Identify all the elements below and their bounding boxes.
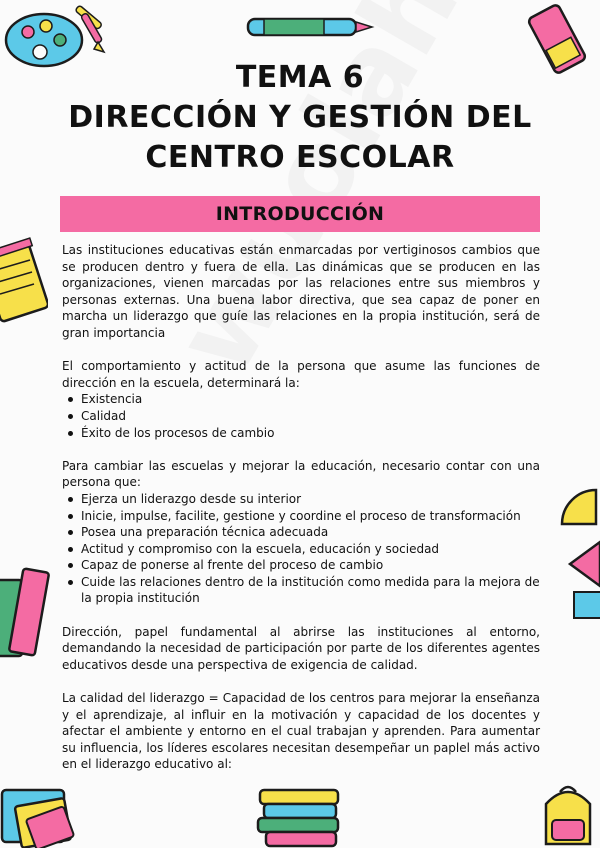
page-title [0,58,600,178]
title-line-2: DIRECCIÓN Y GESTIÓN DEL [68,100,532,135]
section-heading: INTRODUCCIÓN [215,203,385,225]
bullet-list-2 [62,491,540,607]
paragraph-leadership-quality: La calidad del liderazgo = Capacidad de los centros para mejorar la enseñanza y el aprendizaje, al influir en la motivación y capacidad de los docentes y afectar el ambiente y entorno en el cual trabajan y aprenden. Para aumentar su influencia, los líderes escolares necesitan desempeñar un paplel más activo en el liderazgo educativo al: [62,691,540,772]
list-item: Calidad [81,408,540,425]
list-item: Capaz de ponerse al frente del proceso de cambio [81,557,540,574]
paragraph-behaviour: El comportamiento y actitud de la persona que asume las funciones de dirección en la escuela, determinará la: [62,359,540,390]
list-item: Existencia [81,391,540,408]
list-item: Posea una preparación técnica adecuada [81,524,540,541]
backpack-icon [536,782,600,848]
ruler-icon [556,482,600,622]
stacked-books-icon [254,782,346,848]
title-line-1: TEMA 6 [235,60,365,95]
paragraph-change: Para cambiar las escuelas y mejorar la educación, necesario contar con una persona que: [62,458,540,490]
paragraph-direction: Dirección, papel fundamental al abrirse las instituciones al entorno, demandando la necesidad de participación por parte de los diferentes agentes educativos desde una perspectiva de exigencia de calidad. [62,624,540,672]
list-item: Actitud y compromiso con la escuela, educación y sociedad [81,541,540,558]
paragraph-intro: Las instituciones educativas están enmarcadas por vertiginosos cambios que se producen dentro y fuera de ella. Las dinámicas que se producen en las organizaciones, vienen marcadas por las relaciones entre sus miembros y personas externas. Una buena labor directiva, que sea capaz de poner en marcha un liderazgo que guíe las relaciones en la propia institución, será de gran importancia [62,243,540,340]
notepad-icon [0,236,48,326]
list-item: Cuide las relaciones dentro de la institución como medida para la mejora de la propia institución [81,574,540,606]
section-banner [60,196,540,232]
list-item: Éxito de los procesos de cambio [81,425,540,442]
document-body [62,242,540,790]
books-icon [0,566,50,666]
title-line-3: CENTRO ESCOLAR [145,140,455,175]
list-item: Ejerza un liderazgo desde su interior [81,491,540,508]
list-item: Inicie, impulse, facilite, gestione y coordine el proceso de transformación [81,508,540,525]
paintbrush-icon [78,6,108,56]
bullet-list-1 [62,391,540,441]
marker-icon [238,10,378,44]
